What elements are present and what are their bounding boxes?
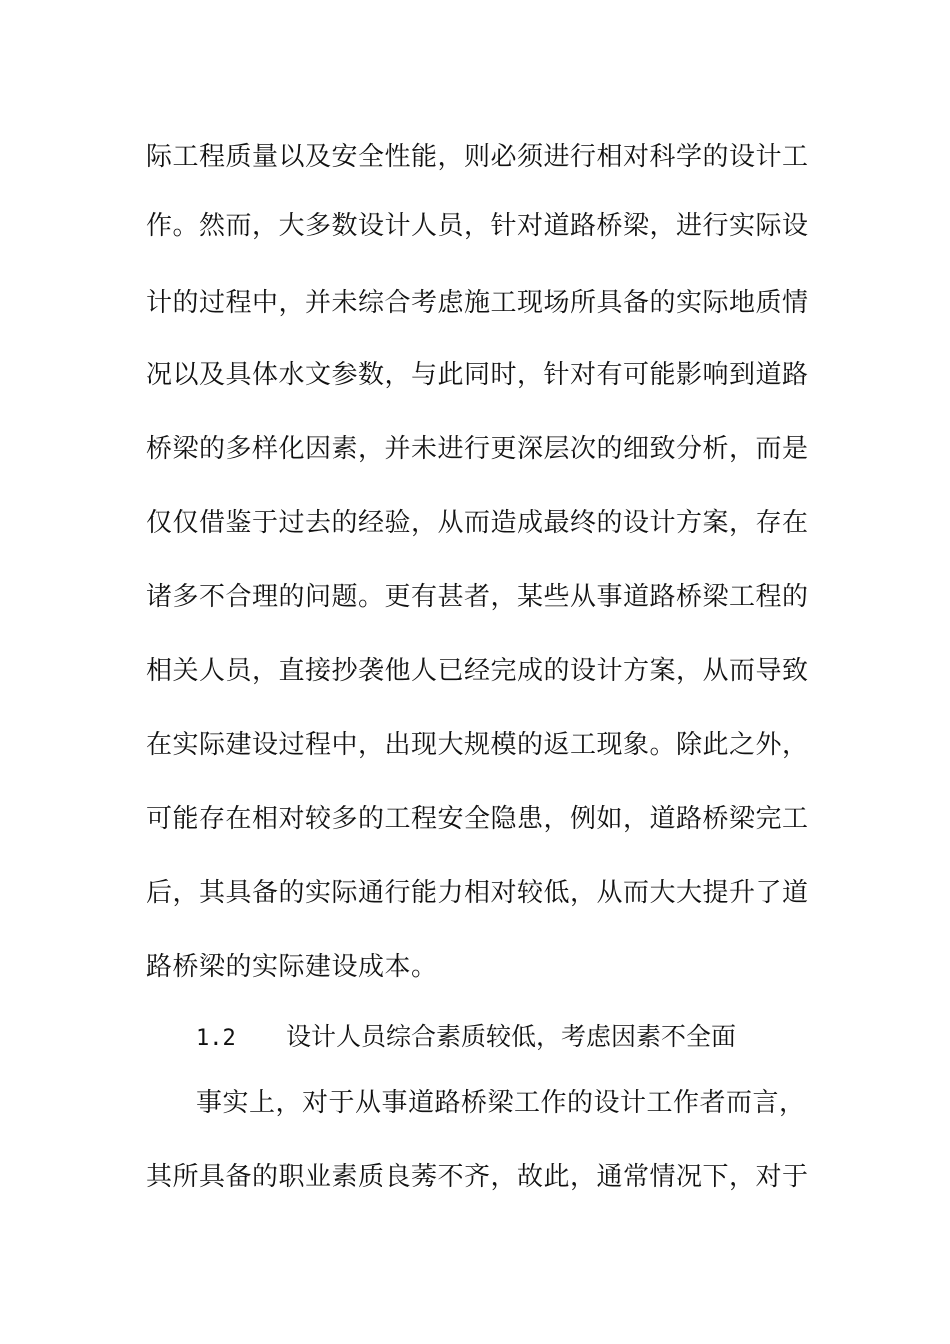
section-title: 设计人员综合素质较低，考虑因素不全面 <box>286 1022 737 1051</box>
body-text-line: 可能存在相对较多的工程安全隐患，例如，道路桥梁完工 <box>146 804 809 834</box>
body-text-line: 桥梁的多样化因素，并未进行更深层次的细致分析，而是 <box>146 434 809 464</box>
body-text-line: 在实际建设过程中，出现大规模的返工现象。除此之外， <box>146 730 809 760</box>
section-number: 1.2 <box>196 1026 236 1051</box>
body-text-line: 况以及具体水文参数，与此同时，针对有可能影响到道路 <box>146 360 809 390</box>
body-text-line: 计的过程中，并未综合考虑施工现场所具备的实际地质情 <box>146 288 809 318</box>
body-text-line: 后，其具备的实际通行能力相对较低，从而大大提升了道 <box>146 878 809 908</box>
body-text-line: 其所具备的职业素质良莠不齐，故此，通常情况下，对于 <box>146 1162 809 1192</box>
body-text-line: 相关人员，直接抄袭他人已经完成的设计方案，从而导致 <box>146 656 809 686</box>
body-text-line: 诸多不合理的问题。更有甚者，某些从事道路桥梁工程的 <box>146 582 809 612</box>
body-text-line: 路桥梁的实际建设成本。 <box>146 952 438 982</box>
section-heading <box>196 1021 736 1055</box>
body-text-line: 际工程质量以及安全性能，则必须进行相对科学的设计工 <box>146 142 809 172</box>
body-text-line: 作。然而，大多数设计人员，针对道路桥梁，进行实际设 <box>146 211 809 241</box>
body-text-line: 仅仅借鉴于过去的经验，从而造成最终的设计方案，存在 <box>146 508 809 538</box>
body-text-line: 事实上，对于从事道路桥梁工作的设计工作者而言， <box>196 1088 806 1118</box>
